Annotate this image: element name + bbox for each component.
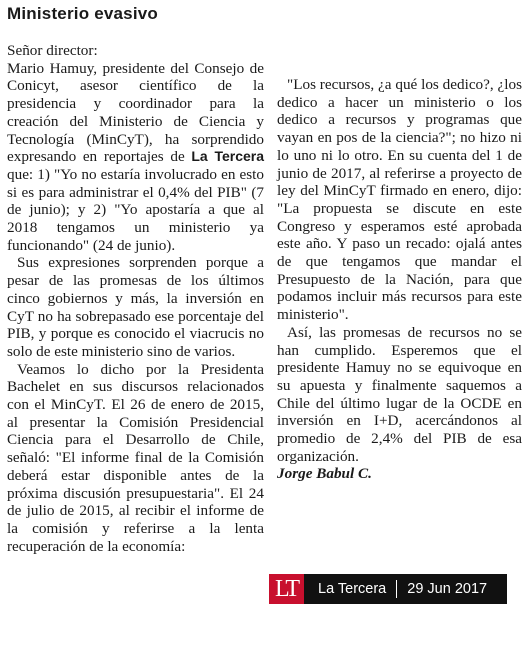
left-column — [7, 42, 264, 555]
paragraph-4: "Los recursos, ¿a qué los dedico?, ¿los dedico a hacer un ministerio o los dedico a recursos y programas que vayan en pos de la ciencia?"; no hizo ni lo uno ni lo otro. En su cuenta del 1 de junio de 2017, al referirse a proyecto de ley del MinCyT firmado en enero, dijo: "La propuesta se discute en este Congreso y esperamos esté aprobada este año. Y paso un recado: ojalá antes de que tengamos que mandar el Presupuesto de la Nación, para que podamos incluir más recursos para este ministerio". — [277, 76, 522, 324]
publication-date: 29 Jun 2017 — [407, 581, 488, 597]
source-footer — [269, 574, 507, 604]
paragraph-5: Así, las promesas de recursos no se han cumplido. Esperemos que el presidente Hamuy no se equivoque en su apuesta y finalmente saquemos a Chile del último lugar de la OCDE en inversión en I+D, acercándonos al promedio de 2,4% del PIB de esa organización. — [277, 323, 522, 465]
paragraph-1-end: que: 1) "Yo no estaría involucrado en esto si es para administrar el 0,4% del PIB" (7 de junio); y 2) "Yo apostaría a que al 2018 tengamos un ministerio ya funcionando" (24 de junio). — [7, 165, 264, 254]
la-tercera-logo: LT — [269, 574, 304, 604]
paragraph-3: Veamos lo dicho por la Presidenta Bachelet en sus discursos relacionados con el MinCyT. El 26 de enero de 2015, al presentar la Comisión Presidencial Ciencia para el Desarrollo de Chile, señaló: "El informe final de la Comisión deberá estar disponible antes de la próxima discusión presupuestaria". El 24 de julio de 2015, al recibir el informe de la comisión y referirse a la lenta recuperación de la economía: — [7, 360, 264, 555]
salutation: Señor director: — [7, 42, 98, 59]
headline: Ministerio evasivo — [7, 4, 158, 23]
signature: Jorge Babul C. — [277, 465, 372, 483]
source-name: La Tercera — [318, 581, 387, 597]
paragraph-1-start: Mario Hamuy, presidente del Consejo de Conicyt, asesor científico de la presidencia y coordinador para la creación del Ministerio de Ciencia y Tecnología (MinCyT), ha sorprendido expresando en reportajes de — [7, 59, 264, 166]
newspaper-brand-mention: La Tercera — [191, 148, 265, 165]
footer-divider — [396, 580, 397, 598]
paragraph-1 — [7, 60, 264, 255]
paragraph-2: Sus expresiones sorprenden porque a pesar de las promesas de los últimos cinco gobiernos y más, la inversión en CyT no ha sobrepasado ese porcentaje del PIB, y porque es conocido el viacrucis no solo de este ministerio sino de varios. — [7, 254, 264, 360]
right-column — [277, 76, 522, 483]
